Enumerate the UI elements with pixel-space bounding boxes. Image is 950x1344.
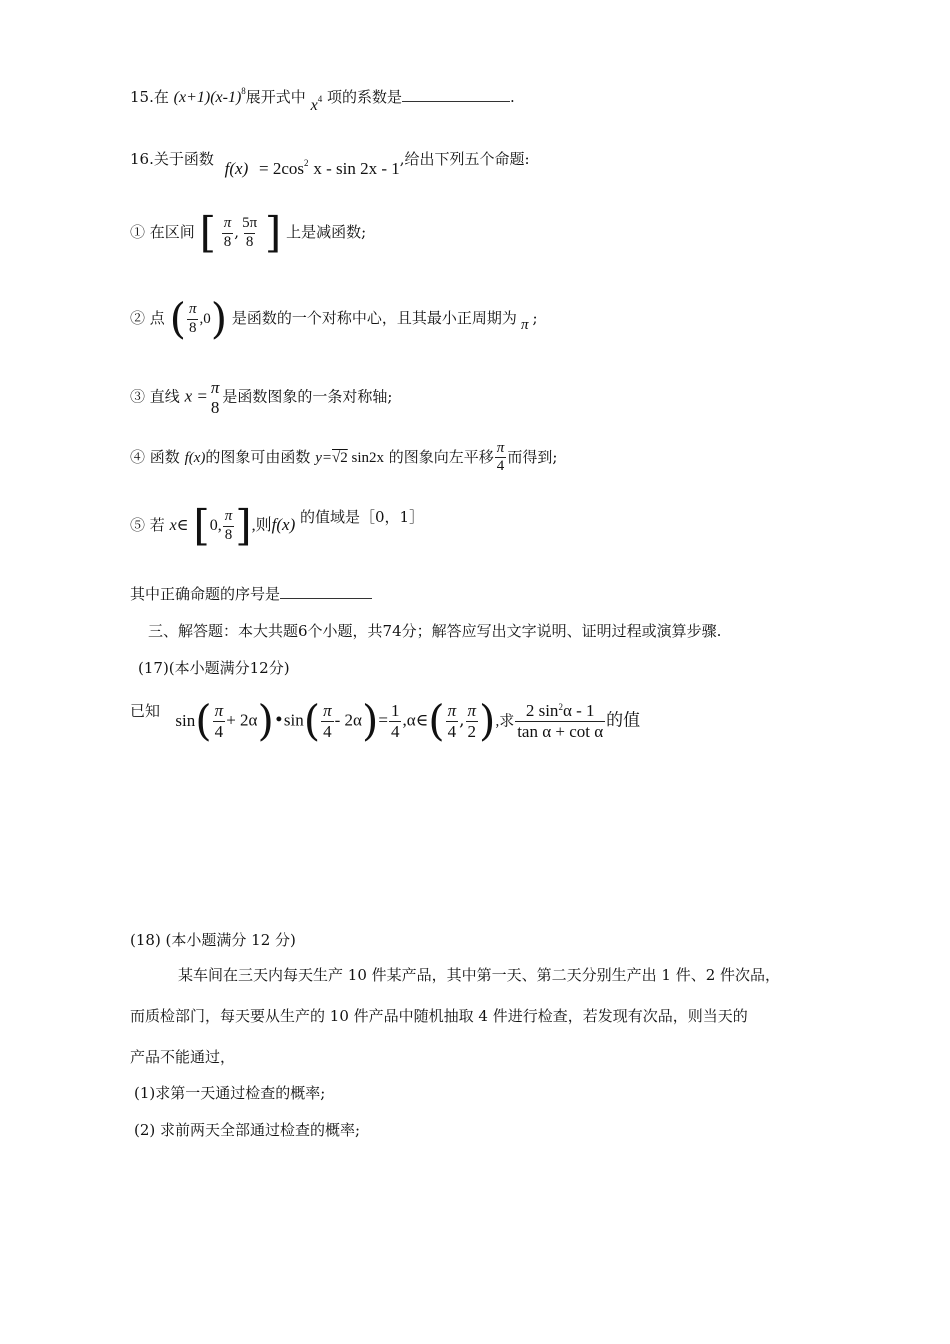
numerator: π (210, 378, 220, 397)
fraction-pi-8 (187, 301, 199, 337)
denominator: 4 (390, 721, 400, 741)
left-paren: ( (428, 696, 445, 745)
item5-x: x∈ (169, 517, 189, 534)
q17-alpha-in: ,α∈ (402, 710, 429, 730)
item3-pre: 直线 (149, 387, 180, 406)
q15-pre: 在 (153, 88, 169, 106)
q15-post: 项的系数是 (326, 88, 402, 106)
denominator: 2 (467, 721, 477, 741)
fraction-1-4 (389, 701, 402, 741)
left-paren: ( (303, 696, 321, 745)
question-16 (130, 148, 530, 178)
q15-term-exp: 4 (317, 94, 323, 104)
fraction-pi-8 (223, 508, 235, 544)
numerator: π (223, 215, 232, 232)
item5-zero: 0, (209, 517, 222, 534)
proposition-1: ① 在区间 [ $\frac{\pi}{8}$ , $\frac{5\pi}{8}$ ] 上是减函数; (130, 208, 367, 257)
q15-term: x (310, 97, 318, 114)
item2-pi: π (520, 317, 529, 333)
item4-mid: 的图象可由函数 (205, 447, 311, 466)
denominator: 8 (223, 233, 232, 250)
item4-sin: sin2x (347, 449, 384, 466)
item5-marker: ⑤ (130, 516, 146, 534)
item1-post: 上是减函数; (286, 223, 367, 241)
denominator: 4 (214, 721, 224, 741)
left-bracket: [ (193, 501, 210, 550)
item3-post: 是函数图象的一条对称轴; (222, 387, 393, 406)
numerator: 1 (390, 700, 400, 720)
item2-post: 是函数的一个对称中心，且其最小正周期为 (231, 309, 517, 327)
denominator: 4 (447, 721, 457, 741)
q16-eq: = 2cos (259, 159, 305, 178)
q17-eq: = (378, 710, 388, 730)
correct-propositions-line (130, 583, 372, 604)
denominator: tan α + cot α (517, 721, 604, 741)
q15-expr: (x+1)(x-1) (173, 89, 242, 106)
right-paren: ) (210, 294, 228, 343)
item2-pre: 点 (149, 309, 165, 327)
proposition-4 (130, 440, 557, 476)
item2-marker: ② (130, 309, 146, 327)
q15-answer-blank[interactable] (402, 89, 510, 102)
numerator: π (224, 508, 233, 525)
right-paren: ) (479, 696, 496, 745)
proposition-2 (130, 294, 538, 343)
q18-para3: 产品不能通过， (130, 1048, 236, 1066)
item4-pre: 函数 (149, 447, 180, 466)
right-bracket: ] (235, 501, 252, 550)
q17-ask: ,求 (495, 713, 515, 730)
section-3-heading: 三、解答题：本大共题6个小题，共74分；解答应写出文字说明、证明过程或演算步骤. (148, 622, 722, 640)
item2-end: ; (532, 309, 538, 327)
item4-post: 而得到; (507, 447, 558, 466)
item1-pre: 在区间 (149, 223, 195, 241)
numerator: π (214, 700, 224, 720)
correct-line-text: 其中正确命题的序号是 (130, 585, 281, 603)
right-bracket: ] (264, 208, 282, 257)
num-rest: α - 1 (562, 700, 595, 720)
q17-header: (17)(本小题满分12分) (138, 659, 290, 677)
fraction-pi-8 (222, 215, 234, 251)
question-15 (130, 86, 515, 114)
fraction-pi-4 (213, 701, 226, 741)
proposition-5 (130, 501, 425, 550)
q15-number: 15. (130, 88, 154, 106)
num-main: 2 sin (525, 700, 559, 720)
question-17: 已知 sin( $\frac{\pi}{4}$ + 2α)•sin( $\frac{\pi}{4}$ - 2α)= $\frac{1}{4}$ ,α∈( $\frac{\pi}{4}$ , $\frac{\pi}{2}$ ),求 $\frac{2 \sin^2\alpha - 1}{\text{tan α + cot α}}$ 的值 (130, 696, 641, 745)
right-paren: ) (361, 696, 379, 745)
fraction-pi-4 (495, 440, 507, 476)
left-paren: ( (169, 294, 186, 343)
left-paren: ( (195, 696, 212, 745)
item5-then: ,则 (251, 517, 272, 534)
q17-a1-rest: + 2α (226, 710, 258, 730)
item4-mid2: 的图象向左平移 (388, 447, 494, 466)
item3-eq: x = (184, 386, 208, 406)
denominator: 4 (323, 721, 332, 741)
q18-sub2: (2) 求前两天全部通过检查的概率; (134, 1121, 361, 1139)
item3-marker: ③ (130, 387, 146, 406)
denominator: 8 (224, 526, 233, 543)
q17-a2-rest: - 2α (334, 710, 362, 730)
q16-fx: f(x) (224, 159, 249, 178)
q18-para1: 某车间在三天内每天生产 10 件某产品，其中第一天、第二天分别生产出 1 件、2 件次品， (178, 966, 781, 984)
q18-sub1: (1)求第一天通过检查的概率; (134, 1084, 326, 1102)
q18-header: (18) (本小题满分 12 分) (130, 931, 296, 949)
numerator: π (323, 700, 332, 720)
correct-answer-blank[interactable] (280, 586, 372, 599)
fraction-5pi-8 (240, 215, 259, 251)
fraction-pi-4 (321, 701, 334, 741)
numerator (524, 701, 597, 721)
num-exp: 2 (558, 701, 563, 712)
q16-eq-rest: x - sin 2x - 1 (313, 159, 400, 178)
denominator: 4 (496, 458, 505, 475)
fraction-pi-8 (209, 378, 222, 417)
q15-end: . (510, 88, 515, 106)
item4-marker: ④ (130, 447, 146, 466)
numerator: 5π (242, 215, 258, 232)
q17-sin2: sin (283, 710, 304, 730)
q17-dot: • (273, 710, 284, 731)
q17-known: 已知 (130, 701, 161, 720)
fraction-pi-4 (446, 701, 459, 741)
q15-mid: 展开式中 (245, 88, 306, 106)
q16-pre: 关于函数 (153, 150, 214, 168)
item4-fx: f(x) (184, 449, 206, 466)
fraction-pi-2 (466, 701, 479, 741)
denominator: 8 (210, 397, 220, 417)
q16-eq-exp: 2 (304, 158, 309, 168)
q15-exp: 8 (241, 86, 246, 96)
fraction-target-expression (515, 701, 605, 741)
numerator: π (188, 301, 197, 318)
item5-post: 的值域是［0，1］ (300, 508, 425, 526)
item4-y: y= (315, 449, 332, 466)
item5-fx: f(x) (271, 515, 296, 534)
numerator: π (467, 700, 477, 720)
item4-root: √2 (332, 449, 348, 466)
q16-post: ,给出下列五个命题: (399, 150, 530, 168)
item2-zero: ,0 (199, 311, 211, 327)
denominator: 8 (245, 233, 254, 250)
left-bracket: [ (199, 208, 216, 257)
item5-pre: 若 (149, 516, 165, 534)
q16-number: 16. (130, 150, 154, 168)
q17-sin1: sin (175, 710, 196, 730)
right-paren: ) (257, 696, 274, 745)
q18-para2: 而质检部门，每天要从生产的 10 件产品中随机抽取 4 件进行检查，若发现有次品，则当天的 (130, 1007, 748, 1025)
denominator: 8 (188, 319, 197, 336)
item1-marker: ① (130, 223, 146, 241)
numerator: π (447, 700, 457, 720)
numerator: π (496, 440, 505, 456)
proposition-3 (130, 378, 392, 417)
q17-tail: 的值 (606, 710, 641, 731)
